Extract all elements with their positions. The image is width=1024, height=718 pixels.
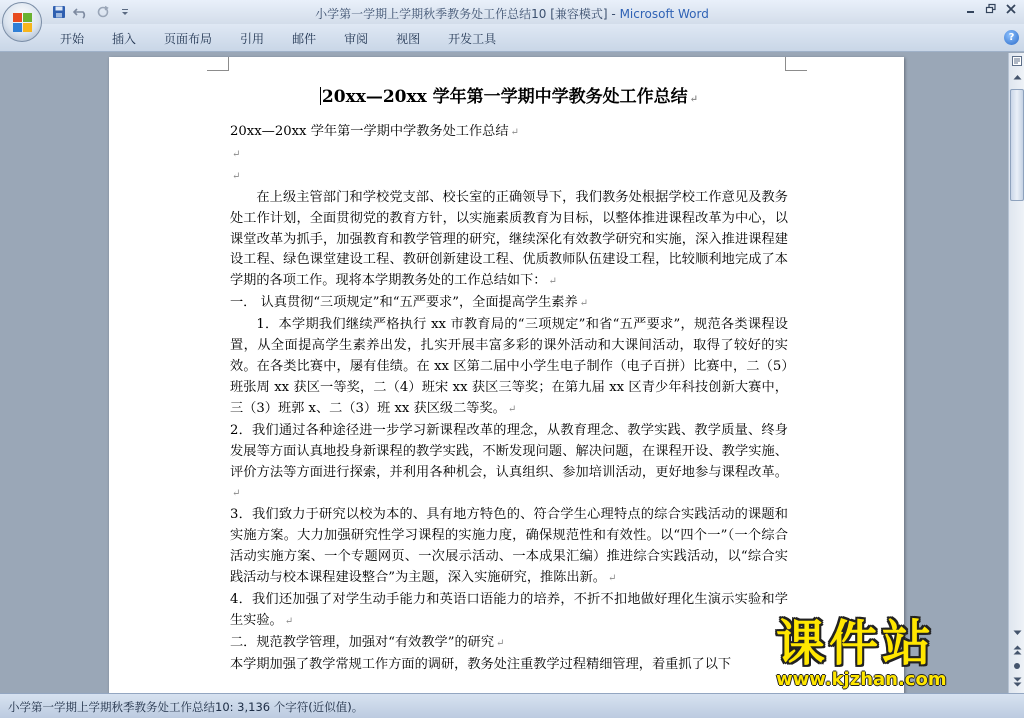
paragraph-mark: ↵ — [510, 127, 519, 138]
paragraph-mark: ↵ — [579, 298, 589, 310]
paragraph-mark: ↵ — [496, 637, 505, 649]
scroll-thumb[interactable] — [1010, 89, 1024, 201]
tab-mailings[interactable]: 邮件 — [292, 32, 317, 46]
document-heading — [230, 85, 788, 112]
paragraph-text: 4．我们还加强了对学生动手能力和英语口语能力的培养，不折不扣地做好理化生演示实验和学生实验。 — [230, 591, 788, 628]
paragraph-mark: ↵ — [548, 276, 557, 288]
close-button[interactable] — [1004, 3, 1018, 17]
paragraph — [230, 166, 788, 188]
vertical-scrollbar[interactable] — [1008, 53, 1024, 693]
tab-developer[interactable]: 开发工具 — [448, 32, 497, 46]
paragraph-mark: ↵ — [507, 403, 517, 415]
tab-home[interactable]: 开始 — [60, 32, 85, 46]
paragraph — [230, 655, 788, 676]
document-workspace — [0, 53, 1008, 693]
paragraph-text: 1．本学期我们继续严格执行 xx 市教育局的“三项规定”和省“五严要求”，规范各类课程设置，从全面提高学生素养出发，扎实开展丰富多彩的课外活动和大课间活动，取得了较好的实效。在各类比赛中，屡有佳绩。在 xx 区第二届中小学生电子制作（电子百拼）比赛中，二（5）班张周 xx 获区一等奖，二（4）班宋 xx 获区三等奖；在第九届 xx 区青少年科技创新大赛中，三（3）班郭 x、二（3）班 xx 获区级二等奖。 — [230, 317, 788, 416]
app-name: Microsoft Word — [619, 7, 709, 21]
ribbon-tabs — [46, 31, 510, 49]
watermark-title: 课件站 — [776, 615, 936, 672]
paragraph — [230, 315, 788, 421]
paragraph-text: 3．我们致力于研究以校为本的、具有地方特色的、符合学生心理特点的综合实践活动的课题和实施方案。大力加强研究性学习课程的实施力度，确保规范性和有效性。以“四个一”（一个综合活动实施方案、一个专题网页、一次展示活动、一本成果汇编）推进综合实践活动，以“综合实践活动与校本课程建设整合”为主题，深入实施研究，推陈出新。 — [230, 507, 788, 586]
kjzhan-watermark-logo — [776, 616, 1022, 692]
paragraph — [230, 421, 788, 506]
scroll-up-button[interactable] — [1010, 71, 1024, 85]
restore-button[interactable] — [984, 3, 998, 17]
paragraph — [230, 505, 788, 590]
tab-insert[interactable]: 插入 — [112, 32, 137, 46]
crop-mark-top-right — [785, 57, 807, 71]
paragraph — [230, 590, 788, 633]
paragraph — [230, 144, 788, 166]
paragraph-mark: ↵ — [232, 148, 241, 160]
window-title — [0, 5, 1024, 22]
word-count-status[interactable]: 小学第一学期上学期秋季教务处工作总结10: 3,136 个字符(近似值)。 — [8, 700, 364, 714]
paragraph-mark: ↵ — [232, 170, 241, 182]
tab-view[interactable]: 视图 — [396, 32, 421, 46]
paragraph-text: 2．我们通过各种途径进一步学习新课程改革的理念，从教育理念、教学实践、教学质量、终身发展等方面认真地投身新课程的教学实践，不断发现问题、解决问题，在课程开设、教学实施、评价方法等方面进行探索，并利用各种机会，认真组织、参加培训活动，更好地参与课程改革。 — [230, 422, 788, 480]
document-heading-text: 20xx—20xx 学年第一学期中学教务处工作总结 — [321, 87, 688, 107]
paragraph-mark: ↵ — [232, 488, 241, 500]
tab-references[interactable]: 引用 — [240, 32, 265, 46]
minimize-button[interactable] — [964, 3, 978, 17]
paragraph-text: 一． 认真贯彻“三项规定”和“五严要求”，全面提高学生素养 — [230, 295, 578, 311]
office-logo-icon — [12, 12, 33, 33]
paragraph — [230, 122, 788, 144]
title-bar — [0, 0, 1024, 24]
tab-review[interactable]: 审阅 — [344, 32, 369, 46]
ribbon — [0, 24, 1024, 52]
status-bar — [0, 693, 1024, 718]
office-button[interactable] — [2, 2, 42, 42]
help-button[interactable]: ? — [1004, 30, 1019, 45]
document-body[interactable] — [230, 85, 788, 676]
tab-page-layout[interactable]: 页面布局 — [164, 32, 213, 46]
paragraph-mark: ↵ — [689, 94, 699, 105]
text-cursor — [320, 87, 321, 105]
paragraph-text: 20xx—20xx 学年第一学期中学教务处工作总结 — [230, 124, 509, 139]
ruler-toggle-icon[interactable] — [1010, 55, 1024, 69]
paragraph — [230, 188, 788, 294]
paragraph-mark: ↵ — [284, 615, 294, 627]
window-controls — [964, 3, 1018, 17]
paragraph-text: 在上级主管部门和学校党支部、校长室的正确领导下，我们教务处根据学校工作意见及教务处工作计划，全面贯彻党的教育方针，以实施素质教育为目标，以整体推进课程改革为中心，以课堂改革为抓手，加强教育和教学管理的研究，继续深化有效教学研究和实施，深入推进课程建设工程、绿色课堂建设工程、教研创新建设工程、优质教师队伍建设工程，比较顺利地完成了本学期的各项工作。现将本学期教务处的工作总结如下： — [230, 189, 788, 289]
crop-mark-top-left — [207, 57, 229, 71]
section-heading — [230, 633, 788, 655]
document-page[interactable] — [109, 57, 904, 693]
document-name: 小学第一学期上学期秋季教务处工作总结10 [兼容模式] - — [315, 7, 620, 21]
paragraph-mark: ↵ — [608, 573, 617, 585]
paragraph-text: 二．规范教学管理，加强对“有效教学”的研究 — [230, 634, 495, 650]
paragraph-text: 本学期加强了教学常规工作方面的调研，教务处注重教学过程精细管理，着重抓了以下 — [230, 656, 732, 672]
section-heading — [230, 293, 788, 315]
watermark-url: www.kjzhan.com — [776, 669, 947, 690]
